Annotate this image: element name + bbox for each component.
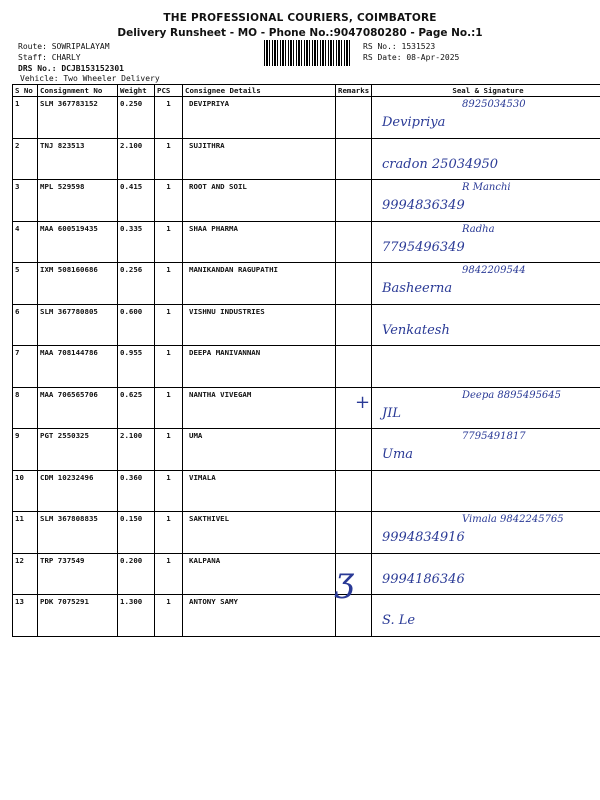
table-row <box>13 346 600 388</box>
cell-sno: 2 <box>13 138 38 180</box>
cell-signature <box>372 263 600 305</box>
cell-consignee-name: NANTHA VIVEGAM <box>183 387 336 429</box>
cell-remarks <box>336 97 372 139</box>
handwritten-cross-mark: + <box>355 392 371 413</box>
cell-weight: 1.300 <box>118 595 155 637</box>
cell-consignee-name: MANIKANDAN RAGUPATHI <box>183 263 336 305</box>
cell-remarks <box>336 595 372 637</box>
signature-handwriting: 7795496349 <box>382 239 465 255</box>
cell-consignment-no: MAA 708144786 <box>38 346 118 388</box>
cell-weight: 0.625 <box>118 387 155 429</box>
cell-signature <box>372 553 600 595</box>
cell-consignee-name: VIMALA <box>183 470 336 512</box>
cell-consignment-no: MPL 529598 <box>38 180 118 222</box>
table-row <box>13 304 600 346</box>
cell-pcs: 1 <box>155 553 183 595</box>
cell-sno: 13 <box>13 595 38 637</box>
cell-pcs: 1 <box>155 346 183 388</box>
cell-weight: 0.335 <box>118 221 155 263</box>
signature-handwriting: 8925034530 <box>462 99 526 110</box>
col-remarks: Remarks <box>336 85 372 97</box>
table-row <box>13 470 600 512</box>
cell-remarks <box>336 221 372 263</box>
cell-remarks <box>336 180 372 222</box>
cell-weight: 0.150 <box>118 512 155 554</box>
table-row <box>13 387 600 429</box>
col-consignee: Consignee Details <box>183 85 336 97</box>
signature-handwriting: Basheerna <box>382 281 453 296</box>
cell-consignment-no: SLM 367780805 <box>38 304 118 346</box>
runsheet-table <box>12 84 600 637</box>
cell-sno: 6 <box>13 304 38 346</box>
signature-handwriting: 9842209544 <box>462 265 526 276</box>
cell-remarks <box>336 512 372 554</box>
cell-sno: 5 <box>13 263 38 305</box>
cell-consignee-name: SAKTHIVEL <box>183 512 336 554</box>
cell-remarks <box>336 346 372 388</box>
cell-signature <box>372 304 600 346</box>
cell-weight: 0.200 <box>118 553 155 595</box>
cell-consignment-no: TRP 737549 <box>38 553 118 595</box>
cell-pcs: 1 <box>155 180 183 222</box>
signature-handwriting: Venkatesh <box>382 322 450 338</box>
cell-signature <box>372 512 600 554</box>
signature-handwriting: 7795491817 <box>462 431 526 442</box>
signature-handwriting: Vimala 9842245765 <box>462 514 564 525</box>
cell-consignment-no: PGT 2550325 <box>38 429 118 471</box>
cell-signature <box>372 429 600 471</box>
cell-weight: 2.100 <box>118 429 155 471</box>
barcode <box>264 40 350 66</box>
signature-handwriting: 9994834916 <box>382 530 465 545</box>
table-row <box>13 429 600 471</box>
cell-sno: 4 <box>13 221 38 263</box>
cell-remarks <box>336 470 372 512</box>
rs-date: RS Date: 08-Apr-2025 <box>363 53 460 62</box>
cell-weight: 0.955 <box>118 346 155 388</box>
cell-signature <box>372 138 600 180</box>
cell-weight: 0.256 <box>118 263 155 305</box>
cell-consignment-no: PDK 7075291 <box>38 595 118 637</box>
table-row <box>13 221 600 263</box>
cell-consignment-no: TNJ 823513 <box>38 138 118 180</box>
cell-consignee-name: UMA <box>183 429 336 471</box>
signature-handwriting: JIL <box>382 405 401 421</box>
cell-pcs: 1 <box>155 304 183 346</box>
cell-weight: 0.360 <box>118 470 155 512</box>
cell-signature <box>372 180 600 222</box>
cell-consignment-no: MAA 600519435 <box>38 221 118 263</box>
table-row <box>13 138 600 180</box>
cell-remarks <box>336 263 372 305</box>
signature-handwriting: Radha <box>462 223 495 235</box>
cell-sno: 10 <box>13 470 38 512</box>
cell-consignee-name: DEEPA MANIVANNAN <box>183 346 336 388</box>
cell-consignee-name: KALPANA <box>183 553 336 595</box>
col-weight: Weight <box>118 85 155 97</box>
cell-consignee-name: DEVIPRIYA <box>183 97 336 139</box>
cell-pcs: 1 <box>155 221 183 263</box>
cell-consignment-no: SLM 367808835 <box>38 512 118 554</box>
cell-sno: 11 <box>13 512 38 554</box>
cell-pcs: 1 <box>155 387 183 429</box>
cell-consignee-name: SUJITHRA <box>183 138 336 180</box>
cell-weight: 0.415 <box>118 180 155 222</box>
cell-pcs: 1 <box>155 470 183 512</box>
cell-pcs: 1 <box>155 263 183 305</box>
cell-sno: 7 <box>13 346 38 388</box>
col-signature: Seal & Signature <box>372 85 600 97</box>
drs-number: DRS No.: DCJB153152301 <box>18 64 124 73</box>
cell-remarks <box>336 429 372 471</box>
cell-signature <box>372 595 600 637</box>
col-sno: S No <box>13 85 38 97</box>
vehicle-label: Vehicle: Two Wheeler Delivery <box>20 74 160 83</box>
rs-number: RS No.: 1531523 <box>363 42 436 51</box>
table-row <box>13 595 600 637</box>
cell-sno: 9 <box>13 429 38 471</box>
cell-consignee-name: SHAA PHARMA <box>183 221 336 263</box>
table-row <box>13 263 600 305</box>
cell-pcs: 1 <box>155 97 183 139</box>
cell-sno: 12 <box>13 553 38 595</box>
cell-weight: 0.600 <box>118 304 155 346</box>
col-pcs: PCS <box>155 85 183 97</box>
cell-consignment-no: CDM 10232496 <box>38 470 118 512</box>
staff-label: Staff: CHARLY <box>18 53 81 62</box>
cell-pcs: 1 <box>155 512 183 554</box>
cell-sno: 3 <box>13 180 38 222</box>
route-label: Route: SOWRIPALAYAM <box>18 42 110 51</box>
runsheet-subtitle: Delivery Runsheet - MO - Phone No.:9047080280 - Page No.:1 <box>117 27 483 39</box>
table-row <box>13 180 600 222</box>
signature-handwriting: 9994186346 <box>382 571 465 587</box>
signature-handwriting: 9994836349 <box>382 198 465 213</box>
table-header-row <box>13 85 600 97</box>
signature-handwriting: cradon 25034950 <box>382 156 499 172</box>
cell-signature <box>372 346 600 388</box>
cell-pcs: 1 <box>155 138 183 180</box>
company-title: THE PROFESSIONAL COURIERS, COIMBATORE <box>163 12 437 24</box>
signature-handwriting: S. Le <box>382 613 416 628</box>
table-row <box>13 553 600 595</box>
cell-signature <box>372 387 600 429</box>
signature-handwriting: Devipriya <box>382 115 446 130</box>
table-row <box>13 512 600 554</box>
table-row <box>13 97 600 139</box>
cell-signature <box>372 470 600 512</box>
cell-consignee-name: ANTONY SAMY <box>183 595 336 637</box>
signature-handwriting: Deepa 8895495645 <box>462 389 562 401</box>
cell-remarks <box>336 138 372 180</box>
cell-consignee-name: VISHNU INDUSTRIES <box>183 304 336 346</box>
cell-remarks <box>336 304 372 346</box>
cell-pcs: 1 <box>155 429 183 471</box>
cell-consignment-no: IXM 508160686 <box>38 263 118 305</box>
signature-handwriting: Uma <box>382 447 414 462</box>
handwritten-scribble-mark: ʒ <box>335 560 355 600</box>
cell-sno: 1 <box>13 97 38 139</box>
cell-consignee-name: ROOT AND SOIL <box>183 180 336 222</box>
cell-weight: 2.100 <box>118 138 155 180</box>
cell-sno: 8 <box>13 387 38 429</box>
cell-signature <box>372 221 600 263</box>
cell-pcs: 1 <box>155 595 183 637</box>
cell-weight: 0.250 <box>118 97 155 139</box>
cell-signature <box>372 97 600 139</box>
col-consignment: Consignment No <box>38 85 118 97</box>
cell-consignment-no: MAA 706565706 <box>38 387 118 429</box>
cell-consignment-no: SLM 367783152 <box>38 97 118 139</box>
signature-handwriting: R Manchi <box>462 182 511 193</box>
